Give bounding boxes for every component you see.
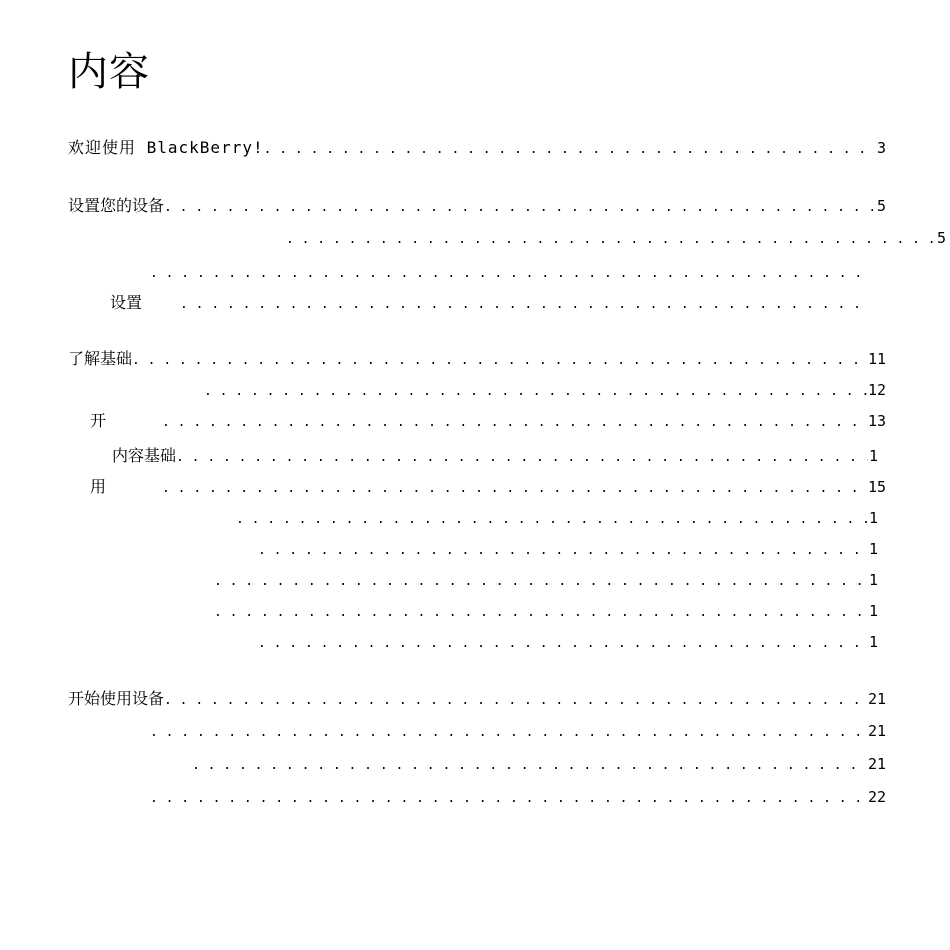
- toc-leader-dots: [180, 292, 869, 314]
- toc-entry-page: 11: [867, 350, 886, 368]
- toc-entry[interactable]: [90, 410, 886, 432]
- toc-leader-dots: [286, 227, 936, 249]
- toc-leader-dots: [150, 786, 867, 808]
- toc-entry-page: 1: [868, 633, 878, 651]
- toc-entry-page: 1: [868, 447, 878, 465]
- toc-entry-page: 15: [867, 478, 886, 496]
- toc-entry[interactable]: [214, 600, 878, 622]
- toc-leader-dots: [164, 195, 876, 217]
- toc-entry-label: 开始使用设备: [68, 689, 165, 708]
- toc-entry-page: 5: [936, 229, 946, 247]
- toc-entry-label: 设置您的设备: [68, 196, 165, 215]
- toc-entry[interactable]: [150, 261, 870, 283]
- toc-entry-page: 1: [868, 509, 878, 527]
- toc-entry-page: 22: [867, 788, 886, 806]
- toc-entry[interactable]: [110, 292, 870, 314]
- toc-leader-dots: [204, 379, 867, 401]
- toc-entry-page: 1: [868, 540, 878, 558]
- toc-entry[interactable]: [68, 348, 886, 370]
- toc-entry-label: 用: [90, 477, 107, 496]
- page-title: 内容: [68, 49, 150, 95]
- toc-entry[interactable]: [150, 720, 886, 742]
- toc-entry-page: 21: [867, 722, 886, 740]
- toc-leader-dots: [214, 569, 868, 591]
- toc-entry[interactable]: [286, 227, 946, 249]
- toc-entry-page: 5: [876, 197, 886, 215]
- toc-leader-dots: [164, 688, 867, 710]
- toc-entry[interactable]: [68, 137, 886, 159]
- toc-entry-label: 了解基础: [68, 349, 133, 368]
- toc-entry[interactable]: [68, 195, 886, 217]
- toc-leader-dots: [258, 631, 868, 653]
- toc-entry[interactable]: [112, 445, 878, 467]
- toc-leader-dots: [214, 600, 868, 622]
- toc-leader-dots: [162, 410, 867, 432]
- toc-leader-dots: [176, 445, 868, 467]
- toc-leader-dots: [236, 507, 868, 529]
- toc-entry[interactable]: [204, 379, 886, 401]
- toc-entry[interactable]: [236, 507, 878, 529]
- toc-leader-dots: [150, 720, 867, 742]
- toc-entry[interactable]: [150, 786, 886, 808]
- toc-entry[interactable]: [214, 569, 878, 591]
- toc-entry-page: 21: [867, 690, 886, 708]
- toc-leader-dots: [150, 261, 869, 283]
- toc-entry-label: 开: [90, 411, 107, 430]
- toc-entry[interactable]: [258, 631, 878, 653]
- toc-entry[interactable]: [258, 538, 878, 560]
- toc-entry-page: 12: [867, 381, 886, 399]
- toc-entry[interactable]: [192, 753, 886, 775]
- toc-entry-label: 欢迎使用 BlackBerry!: [68, 138, 264, 157]
- toc-entry[interactable]: [90, 476, 886, 498]
- toc-entry-page: 21: [867, 755, 886, 773]
- toc-entry-page: 1: [868, 571, 878, 589]
- toc-leader-dots: [258, 538, 868, 560]
- toc-leader-dots: [264, 137, 876, 159]
- toc-leader-dots: [132, 348, 867, 370]
- toc-leader-dots: [192, 753, 867, 775]
- toc-entry-page: 1: [868, 602, 878, 620]
- toc-entry-label: 设置: [110, 293, 143, 312]
- toc-entry-page: 3: [876, 139, 886, 157]
- toc-leader-dots: [162, 476, 867, 498]
- toc-entry[interactable]: [68, 688, 886, 710]
- toc-entry-label: 内容基础: [112, 446, 177, 465]
- toc-entry-page: 13: [867, 412, 886, 430]
